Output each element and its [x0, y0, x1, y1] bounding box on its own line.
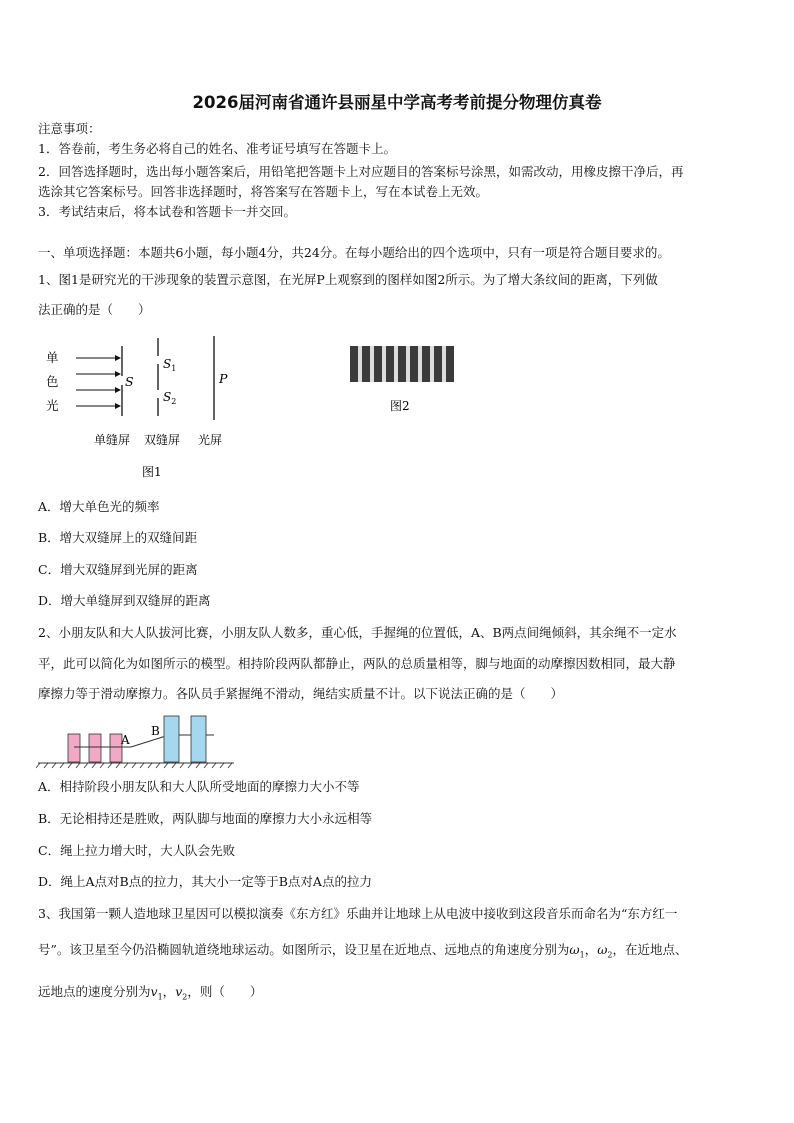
notice-item: 1．答卷前，考生务必将自己的姓名、准考证号填写在答题卡上。	[38, 141, 396, 156]
child-block	[68, 734, 80, 762]
bright-fringe	[442, 346, 446, 382]
light-label-char: 单	[46, 350, 59, 365]
notice-item: 3．考试结束后，将本试卷和答题卡一并交回。	[38, 204, 296, 219]
fringe-pattern	[350, 346, 454, 382]
section-heading: 一、单项选择题：本题共6小题，每小题4分，共24分。在每小题给出的四个选项中，只有一项是符合题目要求的。	[38, 245, 670, 260]
omega-1: ω	[569, 942, 580, 957]
figure-2-fringes	[348, 344, 458, 420]
rope-inclined	[131, 735, 169, 747]
figure-2-caption: 图2	[390, 399, 410, 413]
point-b-label: B	[151, 724, 160, 738]
notice-item: 选涂其它答案标号。回答非选择题时，将答案写在答题卡上，写在本试卷上无效。	[38, 184, 489, 199]
tug-of-war-figure	[36, 710, 236, 774]
question-2-stem: 摩擦力等于滑动摩擦力。各队员手紧握绳不滑动，绳结实质量不计。以下说法正确的是（ ）	[38, 686, 564, 701]
adult-block	[191, 716, 206, 762]
option-a: A．相持阶段小朋友队和大人队所受地面的摩擦力大小不等	[38, 779, 360, 794]
option-b: B．无论相持还是胜败，两队脚与地面的摩擦力大小永远相等	[38, 811, 373, 826]
bright-fringe	[418, 346, 422, 382]
question-2-stem: 2、小朋友队和大人队拔河比赛，小朋友队人数多，重心低，手握绳的位置低，A、B两点间绳倾斜，其余绳不一定水	[38, 625, 677, 640]
label-S1: $S_1$	[163, 357, 177, 373]
label-S: S	[125, 374, 134, 389]
notice-heading: 注意事项：	[38, 121, 101, 136]
bright-fringe	[430, 346, 434, 382]
single-slit-label: 单缝屏	[94, 433, 131, 447]
option-c: C．增大双缝屏到光屏的距离	[38, 562, 198, 577]
notice-item: 2．回答选择题时，选出每小题答案后，用铅笔把答题卡上对应题目的答案标号涂黑，如需改动，用橡皮擦干净后，再	[38, 164, 684, 179]
adult-block	[164, 716, 179, 762]
question-1-stem: 1、图1是研究光的干涉现象的装置示意图，在光屏P上观察到的图样如图2所示。为了增大条纹间的距离，下列做	[38, 272, 658, 287]
bright-fringe	[370, 346, 374, 382]
bright-fringe	[358, 346, 362, 382]
question-1-stem: 法正确的是（ ）	[38, 302, 151, 317]
option-c: C．绳上拉力增大时，大人队会先败	[38, 843, 236, 858]
v-1: v	[150, 984, 158, 999]
figure-1-caption: 图1	[142, 465, 162, 479]
question-3-stem: 3、我国第一颗人造地球卫星因可以模拟演奏《东方红》乐曲并让地球上从电波中接收到这段音乐而命名为“东方红一	[38, 906, 678, 921]
bright-fringe	[382, 346, 386, 382]
child-block	[89, 734, 101, 762]
v-2: v	[175, 984, 183, 999]
label-S2: $S_2$	[163, 390, 177, 406]
question-3-stem: 远地点的速度分别为$v_1$，$v_2$，则（ ）	[38, 984, 263, 1002]
point-a-label: A	[121, 733, 130, 747]
ground-hatch	[36, 763, 232, 768]
figure-1-apparatus	[38, 334, 238, 484]
option-b: B．增大双缝屏上的双缝间距	[38, 530, 198, 545]
option-d: D．增大单缝屏到双缝屏的距离	[38, 593, 211, 608]
label-P: P	[219, 371, 228, 386]
question-3-stem: 号”。该卫星至今仍沿椭圆轨道绕地球运动。如图所示，设卫星在近地点、远地点的角速度分别为$\omega_1$，$\omega_2$，在近地点、	[38, 942, 688, 960]
page-title: 2026届河南省通许县丽星中学高考考前提分物理仿真卷	[192, 93, 602, 112]
omega-2: ω	[597, 942, 608, 957]
option-a: A．增大单色光的频率	[38, 499, 160, 514]
light-label-char: 色	[46, 374, 59, 389]
double-slit-label: 双缝屏	[144, 433, 181, 447]
screen-label: 光屏	[198, 433, 223, 447]
bright-fringe	[394, 346, 398, 382]
bright-fringe	[406, 346, 410, 382]
option-d: D．绳上A点对B点的拉力，其大小一定等于B点对A点的拉力	[38, 874, 372, 889]
light-label-char: 光	[46, 398, 59, 413]
question-2-stem: 平，此可以简化为如图所示的模型。相持阶段两队都静止，两队的总质量相等，脚与地面的动摩擦因数相同，最大静	[38, 656, 676, 671]
